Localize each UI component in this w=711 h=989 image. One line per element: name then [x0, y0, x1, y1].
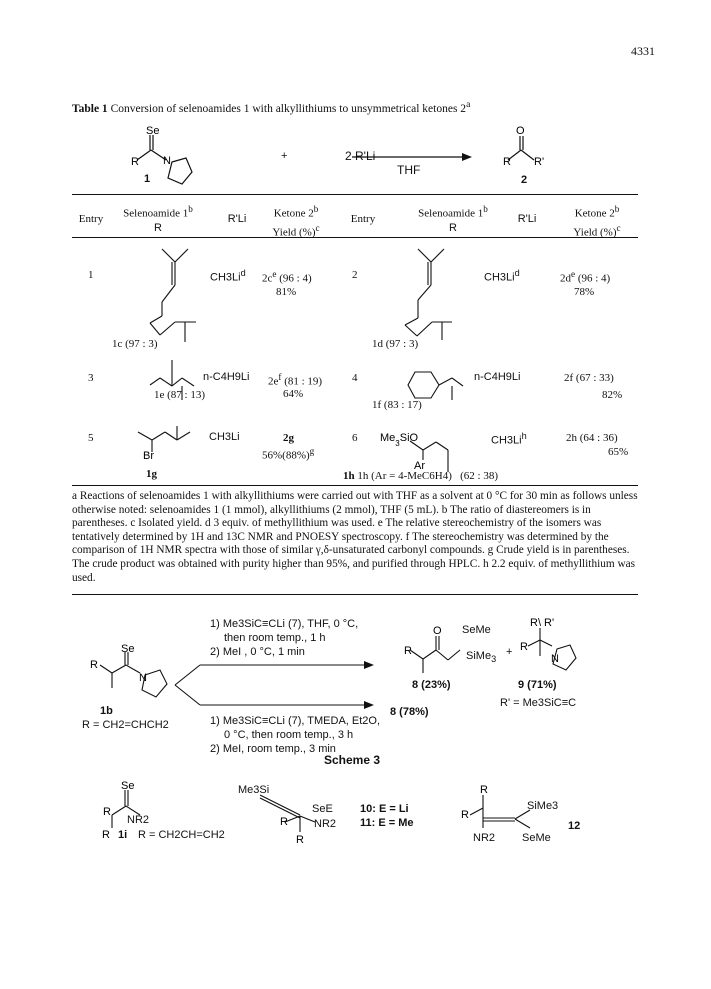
scheme3-start-label: 1b — [100, 705, 113, 717]
row-2-ketone: $2d^e$ (96 : 4) — [560, 269, 611, 285]
table-label: Table 1 — [72, 102, 108, 115]
row-3-yield: 64% — [283, 388, 304, 400]
svg-text:O: O — [516, 125, 525, 137]
product8-sime3: SiMe$_3$ — [466, 650, 497, 665]
svg-text:R\ R': R\ R' — [530, 617, 555, 629]
svg-text:R: R — [461, 809, 469, 821]
table-footnotes — [72, 490, 638, 585]
scheme3-rprime: R' = Me3SiC≡C — [500, 697, 577, 709]
footnote-bottom-rule — [72, 594, 638, 595]
row-6-entry: 6 — [352, 432, 358, 444]
row-1-entry: 1 — [88, 269, 94, 281]
scheme-plus: + — [281, 150, 288, 162]
row-6-rli: CH3Li$^h$ — [491, 431, 527, 447]
row-3-entry: 3 — [88, 372, 94, 384]
row-4-yield: 82% — [602, 389, 623, 401]
header-selenoamide-right: Selenoamide 1$^b$ R — [418, 204, 488, 234]
table-title-sup: a — [466, 99, 471, 110]
scheme3-title: Scheme 3 — [324, 753, 381, 767]
row-5-compound: 1g — [146, 468, 157, 480]
struct-br-label: Br — [143, 450, 154, 462]
scheme3-product8-lower: 8 (78%) — [390, 706, 429, 718]
table-bottom-rule — [72, 485, 638, 486]
row-1-compound: 1c (97 : 3) — [112, 338, 158, 350]
c12-nr2: NR2 — [473, 832, 496, 844]
scheme3-lower-conditions: 1) Me3SiC≡CLi (7), TMEDA, Et2O, 0 °C, then room temp., 3 h 2) MeI, room temp., 3 min — [210, 715, 381, 755]
svg-text:R: R — [280, 816, 288, 828]
c1i-r: R = CH2CH=CH2 — [138, 829, 225, 841]
scheme-solvent: THF — [397, 163, 421, 177]
row-5-rli: CH3Li — [209, 431, 240, 443]
row-3-compound: 1e (87 : 13) — [154, 389, 206, 401]
svg-text:R: R — [480, 784, 488, 796]
c10-see: SeE — [312, 803, 333, 815]
scheme3-product8-upper: 8 (23%) — [412, 679, 451, 691]
scheme-start-label: 1 — [144, 173, 151, 185]
row-2-compound: 1d (97 : 3) — [372, 338, 419, 350]
svg-text:R: R — [503, 156, 511, 168]
svg-text:R': R' — [534, 156, 545, 168]
svg-text:Se: Se — [146, 125, 160, 137]
c11-label: 11: E = Me — [360, 817, 414, 829]
struct-me3sio-label: $Me_3SiO$ — [380, 432, 419, 448]
row-5-entry: 5 — [88, 432, 94, 444]
svg-text:R: R — [90, 659, 98, 671]
row-4-ketone: 2f (67 : 33) — [564, 372, 614, 384]
row-2-yield: 78% — [574, 286, 595, 298]
scheme3-upper-conditions: 1) Me3SiC≡CLi (7), THF, 0 °C, then room temp., 1 h 2) MeI , 0 °C, 1 min — [210, 618, 359, 658]
header-rli-left: R'Li — [227, 213, 247, 225]
svg-text:N: N — [139, 672, 147, 684]
c10-me3si: Me3Si — [238, 784, 270, 796]
struct-ar-label: Ar — [414, 460, 425, 472]
row-2-entry: 2 — [352, 269, 358, 281]
row-1-ketone: $2c^e$ (96 : 4) — [262, 269, 312, 285]
scheme-product-label: 2 — [521, 174, 528, 186]
header-selenoamide-left: Selenoamide 1$^b$ R — [123, 204, 193, 234]
row-6-ketone: 2h (64 : 36) — [566, 432, 618, 444]
row-3-ketone: $2e^f$ (81 : 19) — [268, 372, 323, 388]
scheme3-plus: + — [506, 646, 513, 658]
product8-seme: SeMe — [462, 624, 491, 636]
header-entry-left: Entry — [78, 213, 104, 225]
row-1-yield: 81% — [276, 286, 297, 298]
c10-label: 10: E = Li — [360, 803, 409, 815]
row-5-ketone: 2g — [283, 432, 294, 444]
svg-text:N: N — [163, 155, 171, 167]
page-number: 4331 — [631, 44, 655, 58]
table-header-rule — [72, 237, 638, 238]
c12-seme: SeMe — [522, 832, 551, 844]
c12-label: 12 — [568, 820, 581, 832]
row-6-compound: 1h 1h (Ar = 4-MeC6H4) (62 : 38) — [343, 470, 499, 482]
svg-text:R: R — [131, 156, 139, 168]
c1i-label: 1i — [118, 829, 128, 841]
c10-nr2: NR2 — [314, 818, 337, 830]
svg-text:R: R — [103, 806, 111, 818]
svg-text:Se: Se — [121, 780, 135, 792]
svg-text:N: N — [551, 653, 559, 665]
row-3-rli: n-C4H9Li — [203, 371, 250, 383]
table-top-rule — [72, 194, 638, 195]
c12-sime3: SiMe3 — [527, 800, 559, 812]
row-4-compound: 1f (83 : 17) — [372, 399, 422, 411]
c1i-nr2: NR2 — [127, 814, 150, 826]
svg-text:R: R — [296, 834, 304, 846]
svg-text:R: R — [404, 645, 412, 657]
header-rli-right: R'Li — [517, 213, 537, 225]
svg-text:R: R — [102, 829, 110, 841]
svg-text:Se: Se — [121, 643, 135, 655]
header-ketone-right: Ketone 2$^b$ Yield (%)$^c$ — [573, 204, 621, 239]
row-2-rli: CH3Li$^d$ — [484, 268, 520, 284]
row-5-yield: $56\%(88\%)^g$ — [262, 446, 315, 462]
scheme3-product9: 9 (71%) — [518, 679, 557, 691]
row-4-rli: n-C4H9Li — [474, 371, 521, 383]
header-ketone-left: Ketone 2$^b$ Yield (%)$^c$ — [272, 204, 320, 239]
footnote-text: a Reactions of selenoamides 1 with alkyllithiums were carried out with THF as a solvent at 0 °C for 30 min as follows unless otherwise noted: selenoamides 1 (1 mmol), alkyllithiums (2 mmol), THF (5 mL). b The ratio of diastereomers is in parentheses. c Isolated yield. d 3 equiv. of methyllithium was used. e The relative stereochemistry of the isomers was tentatively determined by 1H and 13C NMR and PNOESY spectroscopy. f The stereochemistry was determined by the comparison of 1H NMR spectra with those of similar γ,δ-unsaturated carbonyl compounds. g Crude yield is in parentheses. The crude product was obtained with purity higher than 95%, and purified through HPLC. h 2.2 equiv. of methyllithium was used. — [72, 490, 638, 584]
svg-text:O: O — [433, 625, 442, 637]
table-title: Conversion of selenoamides 1 with alkyllithiums to unsymmetrical ketones 2 — [110, 102, 467, 115]
scheme3-start-r: R = CH2=CHCH2 — [82, 719, 169, 731]
header-entry-right: Entry — [350, 213, 376, 225]
row-1-rli: CH3Li$^d$ — [210, 268, 246, 284]
svg-text:R: R — [520, 641, 528, 653]
scheme-reagent: 2 R'Li — [345, 149, 376, 163]
row-6-yield: 65% — [608, 446, 629, 458]
row-4-entry: 4 — [352, 372, 358, 384]
